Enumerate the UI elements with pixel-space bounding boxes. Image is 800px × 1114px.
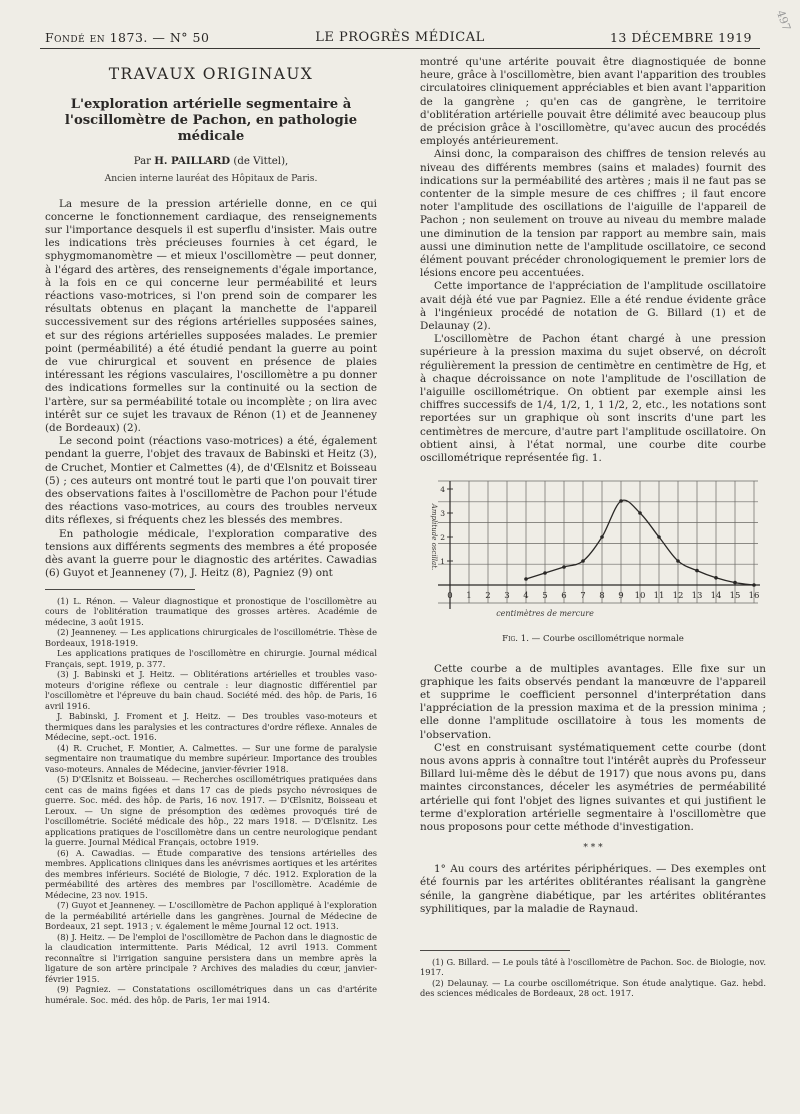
y-tick-label: 1: [440, 557, 445, 567]
x-tick-label: 12: [672, 591, 684, 602]
x-tick-label: 5: [542, 591, 548, 602]
x-tick-label: 7: [580, 591, 586, 602]
right-column: [420, 56, 766, 999]
data-point: [562, 565, 566, 569]
header-founded: Fondé en 1873. — N° 50: [45, 30, 210, 45]
section-separator-stars: * * *: [583, 843, 603, 854]
oscillometric-chart: [420, 477, 766, 627]
x-tick-label: 4: [523, 591, 529, 602]
body-paragraph: Ainsi donc, la comparaison des chiffres de tension relevés au niveau des différents membres (sains et malades) fournit des indications sur la perméabilité des artères ; mais il ne faut pas se contenter de la simple mesure de ces chiffres ; il faut encore noter l'amplitude des oscillations de l'aiguille de l'appareil de Pachon ; non seulement on trouve au niveau du membre malade une diminution de la tension par rapport au membre sain, mais aussi une diminution nette de l'amplitude oscillatoire, ce second élément pouvant précéder chronologiquement le premier lors de lésions encore peu accentuées.: [420, 148, 766, 280]
oscillometric-curve-figure: [420, 477, 766, 627]
x-tick-label: 10: [634, 591, 646, 602]
figure-caption-text: — Courbe oscillométrique normale: [531, 634, 684, 645]
body-paragraph: Cette courbe a de multiples avantages. Elle fixe sur un graphique les faits observés pendant la manœuvre de l'appareil et supprime le coefficient personnel d'interprétation dans l'appréciation de la pression maxima et de la pression minima ; elle donne l'amplitude oscillatoire à tous les moments de l'observation.: [420, 662, 766, 741]
x-axis-label: centimètres de mercure: [496, 609, 594, 619]
figure-label: Fig. 1.: [502, 634, 529, 645]
article-title-line-2: l'oscillomètre de Pachon, en pathologie médicale: [64, 113, 358, 145]
x-tick-label: 11: [653, 591, 665, 602]
body-paragraph: La mesure de la pression artérielle donne, en ce qui concerne le fonctionnement cardiaque, des renseignements sur l'importance desquels il est superflu d'insister. Mais outre les indications très précieuses fournies à cet égard, le sphygmomanomètre — et mieux l'oscillomètre — peut donner, à l'égard des artères, des renseignements d'égale importance, à la fois en ce qui concerne leur perméabilité et leurs réactions vaso-motrices, si l'on prend soin de comparer les résultats obtenus en plaçant la manchette de l'appareil successivement sur des régions artérielles supposées saines, et sur des régions artérielles supposées malades. Le premier point (perméabilité) a été étudié pendant la guerre au point de vue chirurgical et souvent en présence de plaies intéressant les régions vasculaires, l'oscillomètre a pu donner des indications formelles sur la continuité ou la section de l'artère, sur sa perméabilité totale ou incomplète ; on lira avec intérêt sur ce sujet les travaux de Rénon (1) et de Jeanneney (de Bordeaux) (2).: [45, 197, 377, 435]
article-title: [45, 97, 377, 145]
body-paragraph: Cette importance de l'appréciation de l'amplitude oscillatoire avait déjà été vue par Pagniez. Elle a été rendue évidente grâce à l'ingénieux procédé de notation de G. Billard (1) et de Delaunay (2).: [420, 280, 766, 333]
x-tick-label: 13: [691, 591, 703, 602]
y-axis-label: Amplitude oscillat.: [430, 504, 438, 571]
data-point: [581, 559, 585, 563]
running-header: [40, 28, 760, 49]
body-paragraph: montré qu'une artérite pouvait être diagnostiquée de bonne heure, grâce à l'oscillomètre, bien avant l'apparition des troubles circulatoires cliniquement appréciables et bien avant l'apparition de la gangrène ; qu'en cas de gangrène, le territoire d'oblitération artérielle pouvait être délimité avec beaucoup plus de précision grâce à l'oscillomètre, qu'avec aucun des procédés employés antérieurement.: [420, 56, 766, 148]
x-tick-label: 8: [599, 591, 605, 602]
body-paragraph: En pathologie médicale, l'exploration comparative des tensions aux différents segments des membres a été proposée dès avant la guerre pour le diagnostic des artérites. Cawadias (6) Guyot et Jeanneney (7), J. Heitz (8), Pagniez (9) ont: [45, 527, 377, 580]
margin-annotation: 497: [773, 8, 794, 33]
data-point: [714, 576, 718, 580]
figure-caption: [420, 633, 766, 646]
x-tick-label: 0: [447, 591, 453, 602]
footnote: (2) Jeanneney. — Les applications chirurgicales de l'oscillométrie. Thèse de Bordeaux, 1918-1919.: [45, 627, 377, 648]
x-tick-label: 14: [710, 591, 722, 602]
x-tick-label: 15: [729, 591, 741, 602]
footnote: (1) G. Billard. — Le pouls tâté à l'oscillomètre de Pachon. Soc. de Biologie, nov. 1917.: [420, 956, 766, 978]
right-footnotes: [420, 957, 766, 999]
body-paragraph: 1° Au cours des artérites périphériques. — Des exemples ont été fournis par les artérites oblitérantes réalisant la gangrène sénile, la gangrène diabétique, par les artérites oblitérantes syphilitiques, par la maladie de Raynaud.: [420, 863, 766, 915]
section-title: TRAVAUX ORIGINAUX: [108, 65, 314, 83]
y-tick-label: 2: [440, 533, 445, 543]
author-affiliation: Ancien interne lauréat des Hôpitaux de Paris.: [104, 173, 318, 185]
footnote: (9) Pagniez. — Constatations oscillométriques dans un cas d'artérite humérale. Soc. méd. des hôp. de Paris, 1er mai 1914.: [45, 984, 377, 1005]
article-title-line-1: L'exploration artérielle segmentaire à: [70, 97, 352, 113]
data-point: [619, 499, 623, 503]
byline-suffix: (de Vittel),: [233, 156, 289, 168]
footnote: J. Babinski, J. Froment et J. Heitz. — Des troubles vaso-moteurs et thermiques dans les paralysies et les contractures d'ordre réflexe. Annales de Médecine, sept.-oct. 1916.: [45, 711, 377, 742]
body-paragraph: L'oscillomètre de Pachon étant chargé à une pression supérieure à la pression maxima du sujet observé, on décroît régulièrement la pression de centimètre en centimètre de Hg, et à chaque décroissance on note l'amplitude de l'oscillation de l'aiguille oscillométrique. On obtient par exemple ainsi les chiffres successifs de 1/4, 1/2, 1, 1 1/2, 2, etc., les notations sont reportées sur un graphique où sont inscrits d'une part les centimètres de mercure, d'autre part l'amplitude oscillatoire. On obtient ainsi, à l'état normal, une courbe dite courbe oscillométrique représentée fig. 1.: [420, 333, 766, 465]
byline-prefix: Par: [133, 156, 152, 168]
data-point: [524, 577, 528, 581]
footnote: (4) R. Cruchet, F. Montier, A. Calmettes. — Sur une forme de paralysie segmentaire non traumatique du membre supérieur. Importance des troubles vaso-moteurs. Annales de Médecine, janvier-février 1918.: [45, 742, 377, 774]
data-point: [543, 571, 547, 575]
x-tick-label: 6: [561, 591, 567, 602]
footnote: (3) J. Babinski et J. Heitz. — Oblitérations artérielles et troubles vaso-moteurs d'origine réflexe ou centrale : leur diagnostic différentiel par l'oscillomètre et l'épreuve du bain chaud. Société méd. des hôp. de Paris, 16 avril 1916.: [45, 669, 377, 711]
footnote: (8) J. Heitz. — De l'emploi de l'oscillomètre de Pachon dans le diagnostic de la claudication intermittente. Paris Médical, 12 avril 1913. Comment reconnaître si l'irrigation sanguine persistera dans un membre après la ligature de son artère principale ? Archives des maladies du cœur, janvier-février 1915.: [45, 931, 377, 984]
data-point: [638, 511, 642, 515]
footnote: (7) Guyot et Jeanneney. — L'oscillomètre de Pachon appliqué à l'exploration de la perméabilité artérielle dans les gangrènes. Journal de Médecine de Bordeaux, 21 sept. 1913 ; v. également le même Journal 12 oct. 1913.: [45, 900, 377, 931]
data-point: [676, 559, 680, 563]
right-footnotes-block: [420, 950, 766, 999]
x-tick-label: 9: [618, 591, 624, 602]
byline: [45, 155, 377, 168]
footnote: (2) Delaunay. — La courbe oscillométrique. Son étude analytique. Gaz. hebd. des sciences médicales de Bordeaux, 28 oct. 1917.: [420, 977, 766, 999]
data-point: [695, 569, 699, 573]
issue-date: 13 DÉCEMBRE 1919: [609, 30, 752, 45]
x-tick-label: 16: [748, 591, 760, 602]
data-point: [657, 535, 661, 539]
footnote: (1) L. Rénon. — Valeur diagnostique et pronostique de l'oscillomètre au cours de l'oblitération traumatique des grosses artères. Académie de médecine, 3 août 1915.: [45, 595, 377, 627]
author-name: H. PAILLARD: [154, 155, 231, 168]
footnote: (5) D'Œlsnitz et Boisseau. — Recherches oscillométriques pratiquées dans cent cas de mains figées et dans 17 cas de pieds psycho névrosiques de guerre. Soc. méd. des hôp. de Paris, 16 nov. 1917. — D'Œlsnitz, Boisseau et Leroux. — Un signe de présomption des œdèmes provoqués tiré de l'oscillométrie. Société médicale des hôp., 22 mars 1918. — D'Œlsnitz. Les applications pratiques de l'oscillomètre dans un centre neurologique pendant la guerre. Journal Médical Français, octobre 1919.: [45, 774, 377, 847]
y-tick-label: 4: [440, 485, 445, 495]
journal-name: LE PROGRÈS MÉDICAL: [315, 30, 485, 45]
x-tick-label: 3: [504, 591, 510, 602]
footnote: (6) A. Cawadias. — Étude comparative des tensions artérielles des membres. Applications cliniques dans les anévrismes aortiques et les artérites des membres inférieurs. Société de Biologie, 7 déc. 1912. Exploration de la perméabilité des artères des membres par l'oscillomètre. Académie de Médecine, 23 nov. 1915.: [45, 847, 377, 900]
body-paragraph: Le second point (réactions vaso-motrices) a été, également pendant la guerre, l'objet des travaux de Babinski et Heitz (3), de Cruchet, Montier et Calmettes (4), de d'Œlsnitz et Boisseau (5) ; ces auteurs ont montré tout le parti que l'on pouvait tirer des observations faites à l'oscillomètre de Pachon pour l'étude des réactions vaso-motrices, au cours des troubles nerveux dits réflexes, si fréquents chez les blessés des membres.: [45, 435, 377, 527]
left-column: [45, 56, 377, 1005]
footnote: Les applications pratiques de l'oscillomètre en chirurgie. Journal médical Français, sept. 1919, p. 377.: [45, 648, 377, 669]
body-paragraph: C'est en construisant systématiquement cette courbe (dont nous avons appris à connaître tout l'intérêt auprès du Professeur Billard lui-même dès le début de 1917) que nous avons pu, dans maintes circonstances, déceler les asymétries de perméabilité artérielle qui font l'objet des lignes suivantes et qui justifient le terme d'exploration artérielle segmentaire à l'oscillomètre que nous proposons pour cette méthode d'investigation.: [420, 741, 766, 833]
footnote-divider: [45, 589, 195, 590]
y-tick-label: 3: [440, 509, 445, 519]
x-tick-label: 1: [466, 591, 472, 602]
footnote-divider: [420, 950, 570, 951]
left-footnotes: [45, 596, 377, 1006]
data-point: [600, 535, 604, 539]
x-tick-label: 2: [485, 591, 491, 602]
data-point: [733, 581, 737, 585]
data-point: [752, 583, 756, 587]
